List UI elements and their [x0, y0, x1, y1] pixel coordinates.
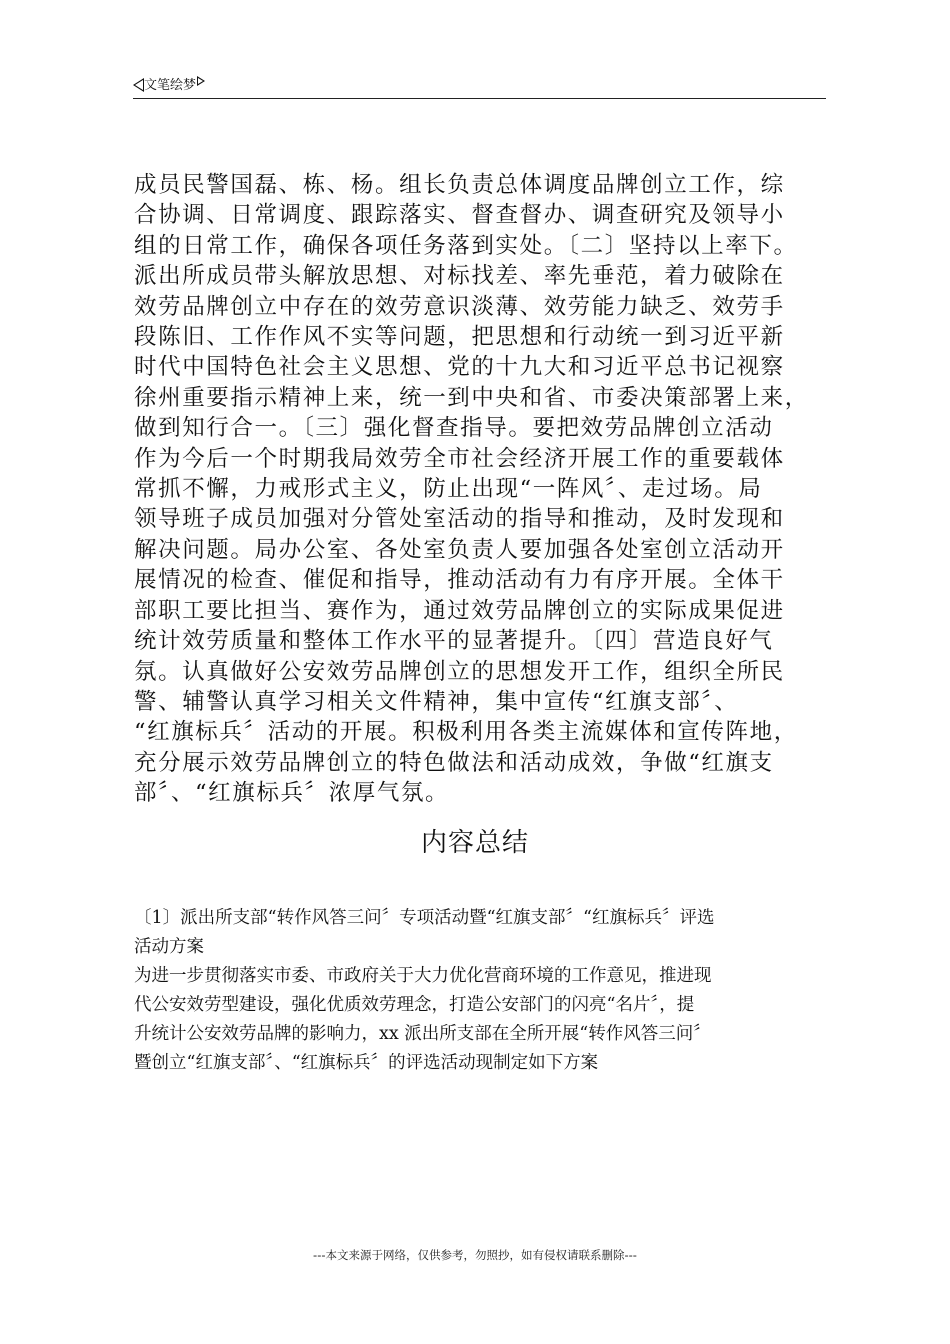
body-line: 部〞、“红旗标兵〞浓厚气氛。 [134, 780, 450, 807]
summary-line: 活动方案 [134, 937, 204, 957]
body-text [134, 170, 834, 809]
page-footer: ---本文来源于网络，仅供参考，勿照抄，如有侵权请联系删除--- [313, 1248, 637, 1262]
body-line: 徐州重要指示精神上来，统一到中央和省、市委决策部署上来， [134, 384, 809, 411]
body-line: 领导班子成员加强对分管处室活动的指导和推动，及时发现和 [134, 506, 785, 533]
summary-line: 暨创立“红旗支部〞、“红旗标兵〞的评选活动现制定如下方案 [134, 1053, 599, 1073]
triangle-left-icon [133, 78, 144, 92]
body-line: 效劳品牌创立中存在的效劳意识淡薄、效劳能力缺乏、效劳手 [134, 293, 785, 320]
body-line: 统计效劳质量和整体工作水平的显著提升。〔四〕营造良好气 [134, 628, 774, 655]
body-line: 合协调、日常调度、跟踪落实、督查督办、调查研究及领导小 [134, 202, 785, 229]
body-line: 成员民警国磊、栋、杨。组长负责总体调度品牌创立工作，综 [134, 172, 785, 198]
page-header [133, 72, 826, 99]
body-line: 常抓不懈，力戒形式主义，防止出现“一阵风〞、走过场。局 [134, 476, 763, 503]
body-line: 警、辅警认真学习相关文件精神，集中宣传“红旗支部〞、 [134, 688, 739, 715]
summary-line: 升统计公安效劳品牌的影响力，xx 派出所支部在全所开展“转作风答三问〞 [134, 1024, 711, 1044]
summary-line: 〔1〕派出所支部“转作风答三问〞专项活动暨“红旗支部〞“红旗标兵〞评选 [134, 908, 715, 928]
body-line: 时代中国特色社会主义思想、党的十九大和习近平总书记视察 [134, 354, 785, 381]
body-line: “红旗标兵〞活动的开展。积极利用各类主流媒体和宣传阵地， [134, 719, 798, 746]
header-brand [133, 74, 205, 93]
triangle-right-icon [197, 76, 205, 86]
body-line: 展情况的检查、催促和指导，推动活动有力有序开展。全体干 [134, 567, 785, 594]
summary-title: 内容总结 [420, 828, 529, 858]
summary-text [134, 904, 834, 1078]
summary-line: 代公安效劳型建设，强化优质效劳理念，打造公安部门的闪亮“名片〞，提 [134, 995, 695, 1015]
body-line: 部职工要比担当、赛作为，通过效劳品牌创立的实际成果促进 [134, 597, 785, 624]
header-brand-text: 文笔绘梦 [144, 78, 197, 93]
body-line: 作为今后一个时期我局效劳全市社会经济开展工作的重要载体 [134, 445, 785, 472]
body-line: 段陈旧、工作作风不实等问题，把思想和行动统一到习近平新 [134, 324, 785, 351]
body-line: 解决问题。局办公室、各处室负责人要加强各处室创立活动开 [134, 536, 785, 563]
body-line: 做到知行合一。〔三〕强化督查指导。要把效劳品牌创立活动 [134, 415, 774, 442]
body-line: 充分展示效劳品牌创立的特色做法和活动成效，争做“红旗支 [134, 749, 774, 776]
body-line: 组的日常工作，确保各项任务落到实处。〔二〕坚持以上率下。 [134, 232, 798, 259]
body-line: 派出所成员带头解放思想、对标找差、率先垂范，着力破除在 [134, 263, 785, 290]
body-line: 氛。认真做好公安效劳品牌创立的思想发开工作，组织全所民 [134, 658, 785, 685]
summary-line: 为进一步贯彻落实市委、市政府关于大力优化营商环境的工作意见，推进现 [134, 966, 712, 986]
